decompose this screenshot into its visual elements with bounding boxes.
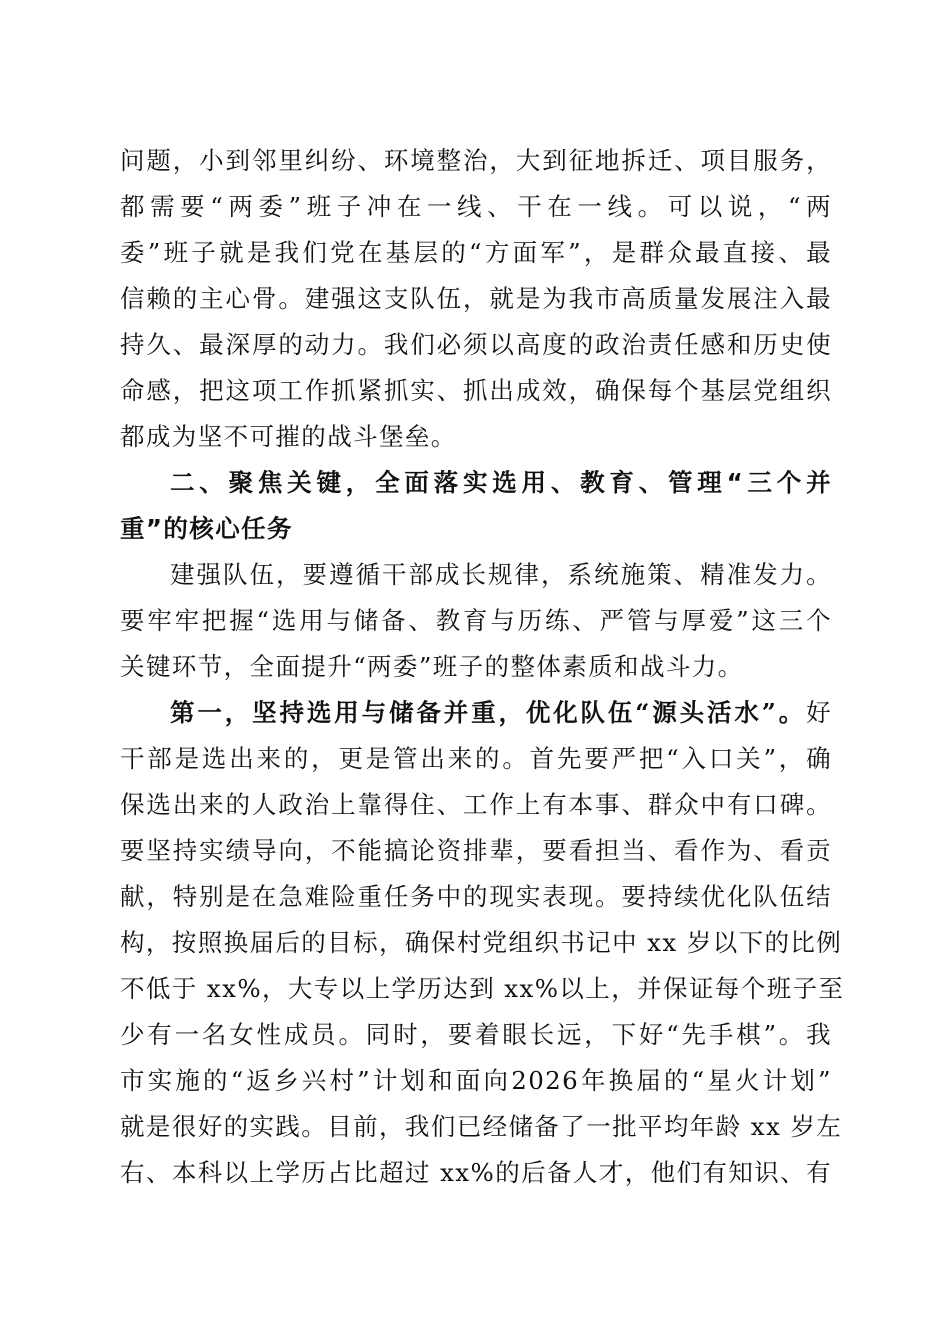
text-line: 问题，小到邻里纠纷、环境整治，大到征地拆迁、项目服务， bbox=[120, 146, 832, 175]
text-line: 不低于 xx%，大专以上学历达到 xx%以上，并保证每个班子至 bbox=[120, 974, 845, 1003]
text-line: 信赖的主心骨。建强这支队伍，就是为我市高质量发展注入最 bbox=[120, 284, 832, 313]
text-line: 委”班子就是我们党在基层的“方面军”，是群众最直接、最 bbox=[120, 238, 832, 267]
text-line: 关键环节，全面提升“两委”班子的整体素质和战斗力。 bbox=[120, 652, 744, 681]
point-line-rest: 好 bbox=[806, 698, 832, 727]
paragraph-intro bbox=[120, 552, 832, 690]
section-heading bbox=[120, 460, 832, 552]
text-line: 建强队伍，要遵循干部成长规律，系统施策、精准发力。 bbox=[170, 560, 832, 589]
paragraph-continuation bbox=[120, 138, 832, 460]
text-line: 持久、最深厚的动力。我们必须以高度的政治责任感和历史使 bbox=[120, 330, 832, 359]
text-line: 少有一名女性成员。同时，要着眼长远，下好“先手棋”。我 bbox=[120, 1020, 832, 1049]
text-line: 要坚持实绩导向，不能搞论资排辈，要看担当、看作为、看贡 bbox=[120, 836, 832, 865]
text-line: 献，特别是在急难险重任务中的现实表现。要持续优化队伍结 bbox=[120, 882, 832, 911]
text-line: 要牢牢把握“选用与储备、教育与历练、严管与厚爱”这三个 bbox=[120, 606, 832, 635]
text-line: 都需要“两委”班子冲在一线、干在一线。可以说，“两 bbox=[120, 192, 832, 221]
text-line: 右、本科以上学历占比超过 xx%的后备人才，他们有知识、有 bbox=[120, 1158, 832, 1187]
text-line: 保选出来的人政治上靠得住、工作上有本事、群众中有口碑。 bbox=[120, 790, 832, 819]
text-line: 干部是选出来的，更是管出来的。首先要严把“入口关”，确 bbox=[120, 744, 832, 773]
text-line: 构，按照换届后的目标，确保村党组织书记中 xx 岁以下的比例 bbox=[120, 928, 843, 957]
text-line: 命感，把这项工作抓紧抓实、抓出成效，确保每个基层党组织 bbox=[120, 376, 832, 405]
text-line: 都成为坚不可摧的战斗堡垒。 bbox=[120, 422, 457, 451]
heading-line: 二、聚焦关键，全面落实选用、教育、管理“三个并 bbox=[170, 468, 832, 497]
point-lead-sentence: 第一，坚持选用与储备并重，优化队伍“源头活水”。 bbox=[170, 698, 807, 727]
text-line bbox=[120, 690, 832, 736]
heading-line: 重”的核心任务 bbox=[120, 514, 293, 543]
text-line: 市实施的“返乡兴村”计划和面向2026年换届的“星火计划” bbox=[120, 1066, 832, 1095]
text-line: 就是很好的实践。目前，我们已经储备了一批平均年龄 xx 岁左 bbox=[120, 1112, 843, 1141]
paragraph-first-point bbox=[120, 690, 845, 1196]
document-body bbox=[120, 138, 845, 1196]
